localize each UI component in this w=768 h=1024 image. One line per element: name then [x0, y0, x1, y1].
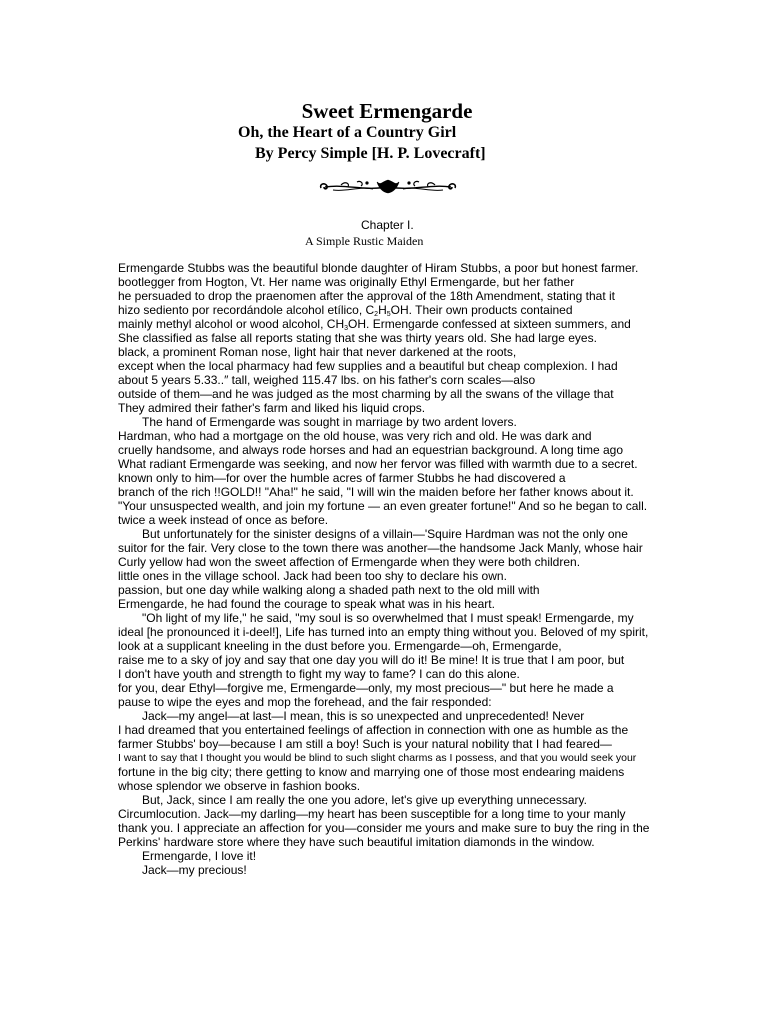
body-line: cruelly handsome, and always rode horses and had an equestrian background. A long time ago	[118, 443, 623, 457]
document-byline: By Percy Simple [H. P. Lovecraft]	[255, 145, 486, 162]
body-line: known only to him—for over the humble acres of farmer Stubbs he had discovered a	[118, 471, 566, 485]
body-line: She classified as false all reports stating that she was thirty years old. She had large eyes.	[118, 331, 597, 345]
body-line: I had dreamed that you entertained feelings of affection in connection with one as humble as the	[118, 723, 629, 737]
chapter-subtitle: A Simple Rustic Maiden	[305, 234, 424, 248]
body-line: thank you. I appreciate an affection for you—consider me yours and make sure to buy the ring in the	[118, 821, 650, 835]
body-line: for you, dear Ethyl—forgive me, Ermengarde—only, my most precious—" but here he made a	[118, 681, 614, 695]
body-line: Curly yellow had won the sweet affection of Ermengarde when they were both children.	[118, 555, 581, 569]
body-line: But, Jack, since I am really the one you adore, let's give up everything unnecessary.	[142, 793, 587, 807]
body-line: mainly methyl alcohol or wood alcohol, $CH_3OH$. Ermengarde confessed at sixteen summers, and	[118, 317, 631, 332]
body-line: Ermengarde, he had found the courage to speak what was in his heart.	[118, 597, 495, 611]
chapter-heading: Chapter I.	[361, 218, 414, 232]
body-line: farmer Stubbs' boy—because I am still a boy! Such is your natural nobility that I had feared—	[118, 737, 612, 751]
body-line: Perkins' hardware store where they have such beautiful imitation diamonds in the window.	[118, 835, 595, 849]
body-line: Jack—my angel—at last—I mean, this is so unexpected and unprecedented! Never	[142, 709, 585, 723]
decorative-flourish-icon	[317, 178, 459, 196]
body-line: ideal [he pronounced it i-deel!], Life has turned into an empty thing without you. Beloved of my spirit,	[118, 625, 649, 639]
body-line: Ermengarde Stubbs was the beautiful blonde daughter of Hiram Stubbs, a poor but honest farmer.	[118, 261, 639, 275]
body-line: look at a supplicant kneeling in the dust before you. Ermengarde—oh, Ermengarde,	[118, 639, 562, 653]
body-line: little ones in the village school. Jack had been too shy to declare his own.	[118, 569, 507, 583]
document-title: Sweet Ermengarde	[301, 99, 473, 123]
body-line: I want to say that I thought you would be blind to such slight charms as I possess, and that you would seek your	[118, 752, 637, 764]
body-line: outside of them—and he was judged as the most charming by all the swans of the village that	[118, 387, 614, 401]
body-line: he persuaded to drop the praenomen after the approval of the 18th Amendment, stating that it	[118, 289, 615, 303]
chemical-formula: $C_2H_5OH$	[365, 303, 409, 318]
body-line: Jack—my precious!	[142, 863, 247, 877]
body-line: about 5 years 5.33..″ tall, weighed 115.47 lbs. on his father's corn scales—also	[118, 373, 536, 387]
body-line: I don't have youth and strength to fight my way to fame? I can do this alone.	[118, 667, 520, 681]
body-line: But unfortunately for the sinister designs of a villain—'Squire Hardman was not the only one	[142, 527, 628, 541]
body-line: branch of the rich !!GOLD!! "Aha!" he said, "I will win the maiden before her father knows about it.	[118, 485, 634, 499]
body-line: "Your unsuspected wealth, and join my fortune — an even greater fortune!" And so he began to call.	[118, 499, 648, 513]
body-line: The hand of Ermengarde was sought in marriage by two ardent lovers.	[142, 415, 517, 429]
body-line: passion, but one day while walking along a shaded path next to the old mill with	[118, 583, 540, 597]
body-line: They admired their father's farm and liked his liquid crops.	[118, 401, 426, 415]
body-line: fortune in the big city; there getting to know and marrying one of those most endearing maidens	[118, 765, 625, 779]
body-line: raise me to a sky of joy and say that one day you will do it! Be mine! It is true that I am poor, but	[118, 653, 625, 667]
body-line: Hardman, who had a mortgage on the old house, was very rich and old. He was dark and	[118, 429, 592, 443]
body-line: except when the local pharmacy had few supplies and a beautiful but cheap complexion. I had	[118, 359, 618, 373]
chemical-formula: $CH_3OH$	[326, 317, 367, 332]
body-line: whose splendor we observe in fashion books.	[118, 779, 361, 793]
body-line: black, a prominent Roman nose, light hair that never darkened at the roots,	[118, 345, 517, 359]
body-text	[118, 261, 678, 877]
document-subtitle: Oh, the Heart of a Country Girl	[238, 124, 457, 141]
body-line: bootlegger from Hogton, Vt. Her name was originally Ethyl Ermengarde, but her father	[118, 275, 575, 289]
body-line: Circumlocution. Jack—my darling—my heart has been susceptible for a long time to your manly	[118, 807, 626, 821]
body-line: twice a week instead of once as before.	[118, 513, 329, 527]
body-line: "Oh light of my life," he said, "my soul is so overwhelmed that I must speak! Ermengarde, my	[142, 611, 634, 625]
body-line: pause to wipe the eyes and mop the forehead, and the fair responded:	[118, 695, 492, 709]
body-line: What radiant Ermengarde was seeking, and now her fervor was filled with warmth due to a secret.	[118, 457, 638, 471]
body-line: suitor for the fair. Very close to the town there was another—the handsome Jack Manly, whose hair	[118, 541, 643, 555]
body-line: hizo sediento por recordándole alcohol etílico, $C_2H_5OH$. Their own products contained	[118, 303, 573, 318]
body-line: Ermengarde, I love it!	[142, 849, 257, 863]
